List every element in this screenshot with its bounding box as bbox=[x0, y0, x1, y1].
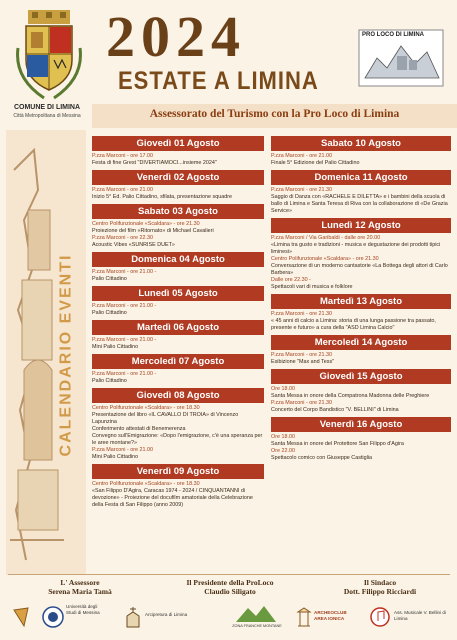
day-block bbox=[92, 464, 264, 509]
event-description: Palio Cittadino bbox=[92, 310, 127, 316]
event-description: Proiezione del film «Ritornato» di Michael Cavalieri bbox=[92, 228, 214, 234]
event-item bbox=[92, 426, 264, 433]
event-place-time: P.zza Marconi - ore 21.30 bbox=[271, 187, 333, 193]
event-description: Convegno sull'Emigrazione: «Dopo l'emigrazione, c'è una speranza per le aree montane?» bbox=[92, 433, 263, 446]
day-block bbox=[271, 218, 451, 291]
event-description: Acoustic Vibes «SUNRISE DUET» bbox=[92, 242, 175, 248]
event-description: Spettacolo comico con Giuseppe Castiglia bbox=[271, 455, 372, 461]
event-place-time: P.zza Marconi - ore 21.30 bbox=[271, 352, 333, 358]
event-description: Finale 5° Edizione del Palio Cittadino bbox=[271, 160, 360, 166]
proloco-logo-text: PRO LOCO DI LIMINA bbox=[362, 32, 424, 38]
signature-role: L' Assessore bbox=[60, 578, 100, 587]
comune-subtitle: Città Metropolitana di Messina bbox=[13, 113, 81, 119]
event-item bbox=[92, 433, 264, 447]
day-block bbox=[92, 286, 264, 317]
event-place-time: P.zza Marconi - ore 21.00 - bbox=[92, 371, 157, 377]
day-block bbox=[92, 354, 264, 385]
event-description: Santa Messa in onore del Protettore San Filippo d'Agira bbox=[271, 441, 404, 447]
event-place-time: Centro Polifunzionale «Scaldara» - ore 21.30 bbox=[92, 221, 200, 227]
day-block bbox=[92, 388, 264, 461]
side-label bbox=[46, 140, 86, 570]
year-title: 2024 bbox=[106, 4, 246, 69]
event-place-time: P.zza Marconi - ore 21.00 - bbox=[92, 269, 157, 275]
event-description: Concerto del Corpo Bandistico "V. BELLINI" di Limina bbox=[271, 407, 399, 413]
sponsor-church-label: Arcipretura di Limina bbox=[145, 612, 188, 617]
event-description: « 45 anni di calcio a Limina: storia di una lunga passione tra passato, presente e futuro» a cura della "ASD Limina Calcio" bbox=[271, 318, 436, 331]
sponsor-logos bbox=[0, 600, 457, 636]
event-description: Saggio di Danza con «RACHELE E DILETTA» e i bambini della scuola di ballo di Limina e Santa Teresa di Riva con la collaborazione di «De Grazia Service» bbox=[271, 194, 448, 214]
event-description: Presentazione del libro «IL CAVALLO DI TROIA» di Vincenzo Lapunzina bbox=[92, 412, 239, 425]
event-description: «Limina tra gusto e tradizioni - musica e degustazione dei prodotti tipici liminesi» bbox=[271, 242, 441, 255]
event-item bbox=[92, 221, 264, 235]
event-place-time: Dalle ore 22.30 - bbox=[271, 277, 311, 283]
day-block bbox=[271, 294, 451, 332]
event-place-time: P.zza Marconi - ore 21.00 - bbox=[92, 303, 157, 309]
event-description: Palio Cittadino bbox=[92, 378, 127, 384]
sponsor-university-label: Università degli Studi di Messina bbox=[66, 604, 100, 615]
event-description: Mini Palio Cittadino bbox=[92, 454, 139, 460]
day-header: Domenica 11 Agosto bbox=[271, 170, 451, 185]
archeoclub-icon bbox=[296, 606, 312, 628]
day-header: Martedì 06 Agosto bbox=[92, 320, 264, 335]
event-place-time: P.zza Marconi - ore 22.30 bbox=[92, 235, 154, 241]
event-item bbox=[92, 153, 264, 167]
event-place-time: P.zza Marconi - ore 17.00 bbox=[92, 153, 154, 159]
comune-name: COMUNE DI LIMINA bbox=[13, 104, 81, 111]
day-header: Lunedì 05 Agosto bbox=[92, 286, 264, 301]
sponsor-music-label: Ass. Musicale V. Bellini di Limina bbox=[394, 610, 446, 621]
day-header: Venerdì 16 Agosto bbox=[271, 417, 451, 432]
day-block bbox=[92, 204, 264, 249]
signature-sindaco bbox=[320, 578, 440, 596]
day-header: Martedì 13 Agosto bbox=[271, 294, 451, 309]
event-place-time: Ore 18.00 bbox=[271, 434, 295, 440]
event-description: Conferimento attestati di Benemerenza bbox=[92, 426, 186, 432]
event-item bbox=[271, 434, 451, 448]
event-place-time: Centro Polifunzionale «Scaldara» - ore 18.30 bbox=[92, 481, 200, 487]
event-item bbox=[271, 386, 451, 400]
event-description: Festa di fine Grest "DIVERTIAMOCI...insieme 2024" bbox=[92, 160, 217, 166]
day-header: Mercoledì 14 Agosto bbox=[271, 335, 451, 350]
event-item bbox=[92, 447, 264, 461]
event-place-time: P.zza Marconi - ore 21.00 bbox=[271, 153, 333, 159]
day-header: Sabato 10 Agosto bbox=[271, 136, 451, 151]
footer-divider bbox=[8, 574, 450, 575]
day-block bbox=[271, 335, 451, 366]
sicily-region-icon bbox=[12, 606, 30, 628]
event-item bbox=[271, 277, 451, 291]
event-description: Spettacoli vari di musica e folklore bbox=[271, 284, 353, 290]
sponsor-archeoclub-label: ARCHEOCLUB AREA IONICA bbox=[314, 610, 347, 621]
signature-role: Il Sindaco bbox=[363, 578, 397, 587]
event-description: Conversazione di un moderno cantastorie «La Bottega degli attori di Carlo Barbera» bbox=[271, 263, 448, 276]
event-item bbox=[271, 311, 451, 332]
event-item bbox=[271, 235, 451, 256]
event-description: Santa Messa in onore della Compatrona Madonna delle Preghiere bbox=[271, 393, 430, 399]
event-description: Inizio 5° Ed. Palio Cittadino, sfilata, presentazione squadre bbox=[92, 194, 232, 200]
comune-crest-icon bbox=[14, 8, 84, 104]
signature-role: Il Presidente della ProLoco bbox=[186, 578, 274, 587]
day-block bbox=[92, 136, 264, 167]
event-item bbox=[271, 400, 451, 414]
event-item bbox=[92, 187, 264, 201]
day-block bbox=[271, 369, 451, 414]
signature-assessore bbox=[20, 578, 140, 596]
event-item bbox=[271, 153, 451, 167]
event-place-time: P.zza Marconi - ore 21.00 bbox=[92, 447, 154, 453]
day-block bbox=[271, 136, 451, 167]
day-block bbox=[271, 417, 451, 462]
side-label-text: CALENDARIO EVENTI bbox=[57, 253, 74, 457]
event-item bbox=[271, 256, 451, 277]
day-header: Giovedì 08 Agosto bbox=[92, 388, 264, 403]
day-header: Venerdì 02 Agosto bbox=[92, 170, 264, 185]
event-place-time: P.zza Marconi / Via Garibaldi - dalle ore 20.00 bbox=[271, 235, 381, 241]
event-item bbox=[92, 481, 264, 509]
event-item bbox=[92, 269, 264, 283]
event-description: Mini Palio Cittadino bbox=[92, 344, 139, 350]
event-description: «San Filippo D'Agira, Caracas 1974 - 2024 / CINQUANTANNI di devozione» - Proiezione del docufilm amatoriale della Celebrazione della Festa di San Filippo (anno 2009) bbox=[92, 488, 253, 508]
signature-presidente bbox=[160, 578, 300, 596]
mountain-icon bbox=[236, 604, 276, 622]
event-place-time: P.zza Marconi - ore 21.00 bbox=[92, 187, 154, 193]
day-header: Giovedì 01 Agosto bbox=[92, 136, 264, 151]
day-block bbox=[92, 252, 264, 283]
day-block bbox=[271, 170, 451, 215]
event-place-time: Centro Polifunzionale «Scaldara» - ore 18.30 bbox=[92, 405, 200, 411]
event-item bbox=[271, 352, 451, 366]
day-block bbox=[92, 320, 264, 351]
event-item bbox=[271, 187, 451, 215]
day-header: Lunedì 12 Agosto bbox=[271, 218, 451, 233]
main-title: ESTATE A LIMINA bbox=[118, 66, 319, 95]
sponsor-zfm-label: ZONA FRANCHE MONTANE bbox=[232, 624, 282, 628]
university-seal-icon bbox=[42, 606, 64, 628]
event-item bbox=[271, 448, 451, 462]
event-description: Esibizione "Max and Tess" bbox=[271, 359, 335, 365]
event-item bbox=[92, 371, 264, 385]
event-item bbox=[92, 303, 264, 317]
day-header: Domenica 04 Agosto bbox=[92, 252, 264, 267]
event-place-time: P.zza Marconi - ore 21.30 bbox=[271, 311, 333, 317]
event-description: Palio Cittadino bbox=[92, 276, 127, 282]
day-header: Giovedì 15 Agosto bbox=[271, 369, 451, 384]
event-place-time: P.zza Marconi - ore 21.30 bbox=[271, 400, 333, 406]
signature-name: Dott. Filippo Ricciardi bbox=[343, 587, 417, 596]
signature-name: Claudio Siligato bbox=[204, 587, 256, 596]
day-header: Venerdì 09 Agosto bbox=[92, 464, 264, 479]
event-item bbox=[92, 405, 264, 426]
event-place-time: Ore 22.00 bbox=[271, 448, 295, 454]
day-header: Sabato 03 Agosto bbox=[92, 204, 264, 219]
event-place-time: P.zza Marconi - ore 21.00 - bbox=[92, 337, 157, 343]
subtitle: Assessorato del Turismo con la Pro Loco di Limina bbox=[149, 108, 400, 120]
signature-name: Serena Maria Tamà bbox=[48, 587, 112, 596]
day-header: Mercoledì 07 Agosto bbox=[92, 354, 264, 369]
schedule-right-column bbox=[271, 136, 451, 465]
church-icon bbox=[124, 606, 142, 628]
event-place-time: Ore 18.00 bbox=[271, 386, 295, 392]
day-block bbox=[92, 170, 264, 201]
schedule-left-column bbox=[92, 136, 264, 512]
event-item bbox=[92, 337, 264, 351]
event-item bbox=[92, 235, 264, 249]
event-place-time: Centro Polifunzionale «Scaldara» - ore 21.30 bbox=[271, 256, 379, 262]
music-association-icon bbox=[370, 606, 390, 628]
